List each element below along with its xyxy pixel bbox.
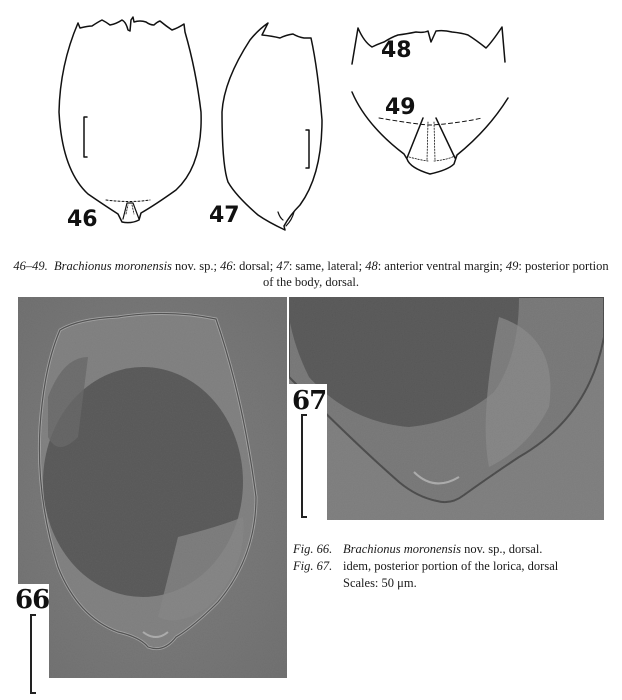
- caption-fig-ref-66: Fig. 66.: [293, 542, 333, 556]
- figure-label-46: 46: [67, 207, 98, 232]
- caption-scales: [293, 575, 558, 592]
- caption-fig-ref-67: Fig. 67.: [293, 559, 333, 573]
- figure-label-47: 47: [209, 203, 240, 228]
- figure-48-anterior-margin: [352, 27, 505, 64]
- caption-figures-46-49: [8, 258, 614, 290]
- caption-fig-ref-48: 48: [365, 259, 378, 273]
- caption-text: nov. sp.;: [171, 259, 221, 273]
- micrograph-67: [289, 297, 604, 520]
- caption-row-66: [293, 541, 558, 558]
- micrograph-66-image: [18, 297, 287, 678]
- caption-figures-66-67: [293, 541, 558, 592]
- figure-46-dorsal-outline: [59, 17, 201, 223]
- micrograph-67-image: [289, 297, 604, 520]
- micrograph-66: [18, 297, 287, 678]
- scale-bar-67: [301, 414, 307, 518]
- figure-label-66: 66: [15, 585, 50, 615]
- caption-text: : same, lateral;: [288, 259, 366, 273]
- caption-text: : posterior portion of the body, dorsal.: [262, 259, 609, 289]
- caption-fig-ref-47: 47: [276, 259, 289, 273]
- figure-49-posterior-portion: [352, 92, 508, 174]
- caption-fig-ref-46: 46: [220, 259, 233, 273]
- scale-bar-66: [30, 614, 36, 694]
- line-drawings-46-49: [0, 0, 622, 240]
- caption-species-name: Brachionus moronensis: [343, 542, 461, 556]
- figure-label-67: 67: [292, 386, 327, 416]
- figure-47-lateral-outline: [222, 23, 322, 230]
- caption-text: nov. sp., dorsal.: [460, 542, 543, 556]
- caption-row-67: [293, 558, 558, 575]
- caption-text: : dorsal;: [232, 259, 277, 273]
- caption-species-name: Brachionus moronensis: [53, 259, 172, 273]
- caption-range-label: 46–49.: [13, 259, 48, 273]
- caption-text: idem, posterior portion of the lorica, dorsal: [343, 559, 559, 573]
- caption-text: : anterior ventral margin;: [377, 259, 506, 273]
- caption-scales-text: Scales: 50 μm.: [343, 576, 417, 590]
- caption-fig-ref-49: 49: [505, 259, 519, 273]
- figure-label-49: 49: [385, 95, 416, 120]
- figure-label-48: 48: [381, 38, 412, 63]
